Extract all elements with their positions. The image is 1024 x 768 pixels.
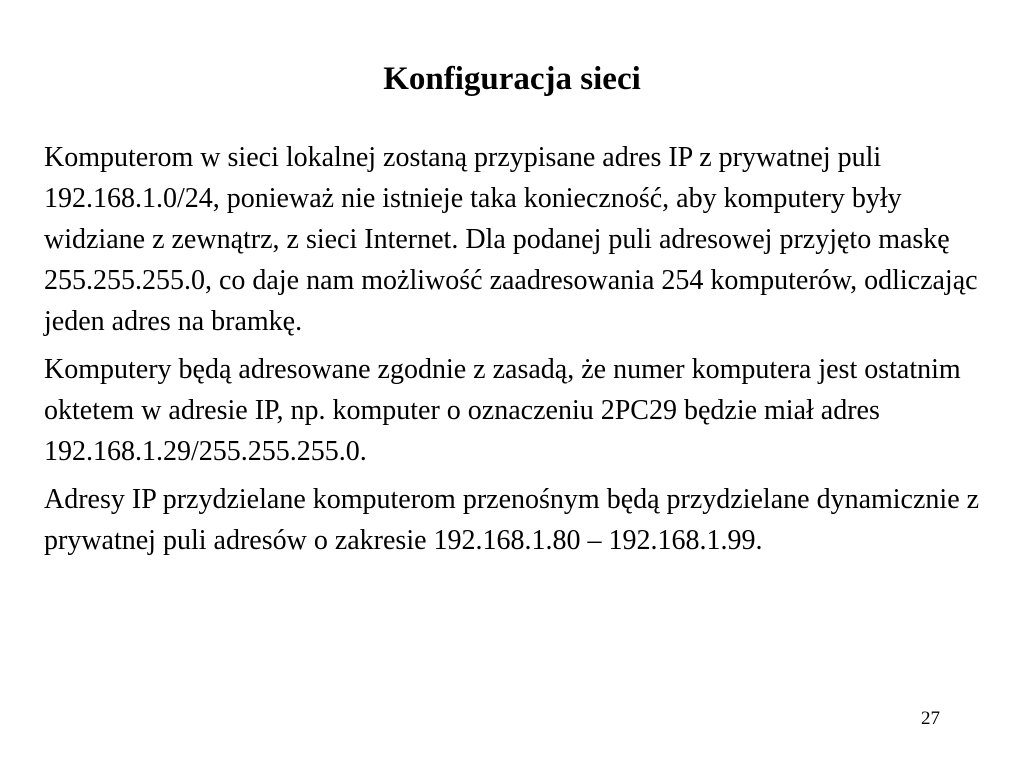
slide-title: Konfiguracja sieci [383,61,641,97]
paragraph-private-pool: Komputerom w sieci lokalnej zostaną przypisane adres IP z prywatnej puli 192.168.1.0/24, ponieważ nie istnieje taka konieczność, aby komputery były widziane z zewnątrz, z sieci Internet. Dla podanej puli adresowej przyjęto maskę 255.255.255.0, co daje nam możliwość zaadresowania 254 komputerów, odliczając jeden adres na bramkę. [44,142,978,337]
page-number: 27 [921,708,940,729]
paragraph-addressing-rule: Komputery będą adresowane zgodnie z zasadą, że numer komputera jest ostatnim oktetem w adresie IP, np. komputer o oznaczeniu 2PC29 będzie miał adres 192.168.1.29/255.255.255.0. [44,354,961,467]
slide-body [44,137,994,568]
paragraph-dynamic-range: Adresy IP przydzielane komputerom przenośnym będą przydzielane dynamicznie z prywatnej puli adresów o zakresie 192.168.1.80 – 192.168.1.99. [44,484,980,556]
